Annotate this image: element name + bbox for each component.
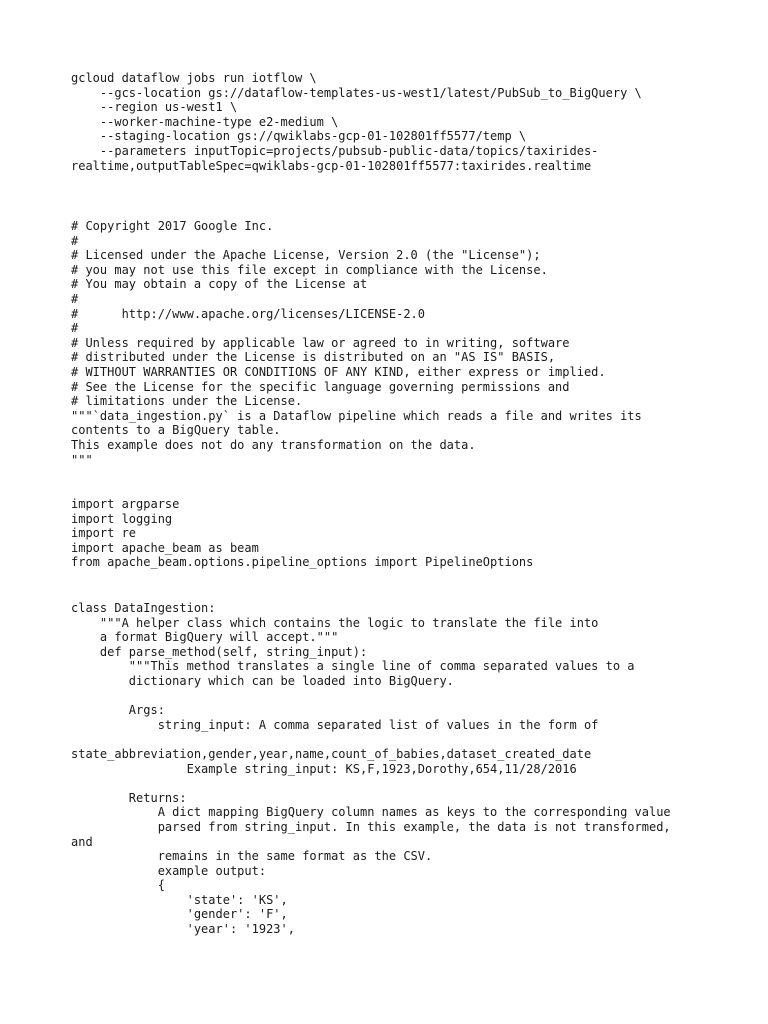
- data-ingestion-class-block: class DataIngestion: """A helper class which contains the logic to translate the file into a format BigQuery will accept.""" def parse_method(self, string_input): """This method translates a single line of comma separated values to a dictionary which can be loaded into BigQuery. Args: string_input: A comma separated list of values in the form of state_abbreviation,gender,year,name,count_of_babies,dataset_created_date Example string_input: KS,F,1923,Dorothy,654,11/28/2016 Returns: A dict mapping BigQuery column names as keys to the corresponding value parsed from string_input. In this example, the data is not transformed, and remains in the same format as the CSV. example output: { 'state': 'KS', 'gender': 'F', 'year': '1923',: [71, 601, 671, 937]
- license-header-block: # Copyright 2017 Google Inc. # # Licensed under the Apache License, Version 2.0 (the "License"); # you may not use this file except in compliance with the License. # You may obtain a copy of the License at # # http://www.apache.org/licenses/LICENSE-2.0 # # Unless required by applicable law or agreed to in writing, software # distributed under the License is distributed on an "AS IS" BASIS, # WITHOUT WARRANTIES OR CONDITIONS OF ANY KIND, either express or implied. # See the License for the specific language governing permissions and # limitations under the License. """`data_ingestion.py` is a Dataflow pipeline which reads a file and writes its contents to a BigQuery table. This example does not do any transformation on the data. """: [71, 219, 642, 467]
- imports-block: import argparse import logging import re import apache_beam as beam from apache_beam.options.pipeline_options import PipelineOptions: [71, 497, 534, 570]
- gcloud-command-block: gcloud dataflow jobs run iotflow \ --gcs-location gs://dataflow-templates-us-west1/latest/PubSub_to_BigQuery \ --region us-west1 \ --worker-machine-type e2-medium \ --staging-location gs://qwiklabs-gcp-01-102801ff5577/temp \ --parameters inputTopic=projects/pubsub-public-data/topics/taxirides- realtime,outputTableSpec=qwiklabs-gcp-01-102801ff5577:taxirides.realtime: [71, 71, 642, 173]
